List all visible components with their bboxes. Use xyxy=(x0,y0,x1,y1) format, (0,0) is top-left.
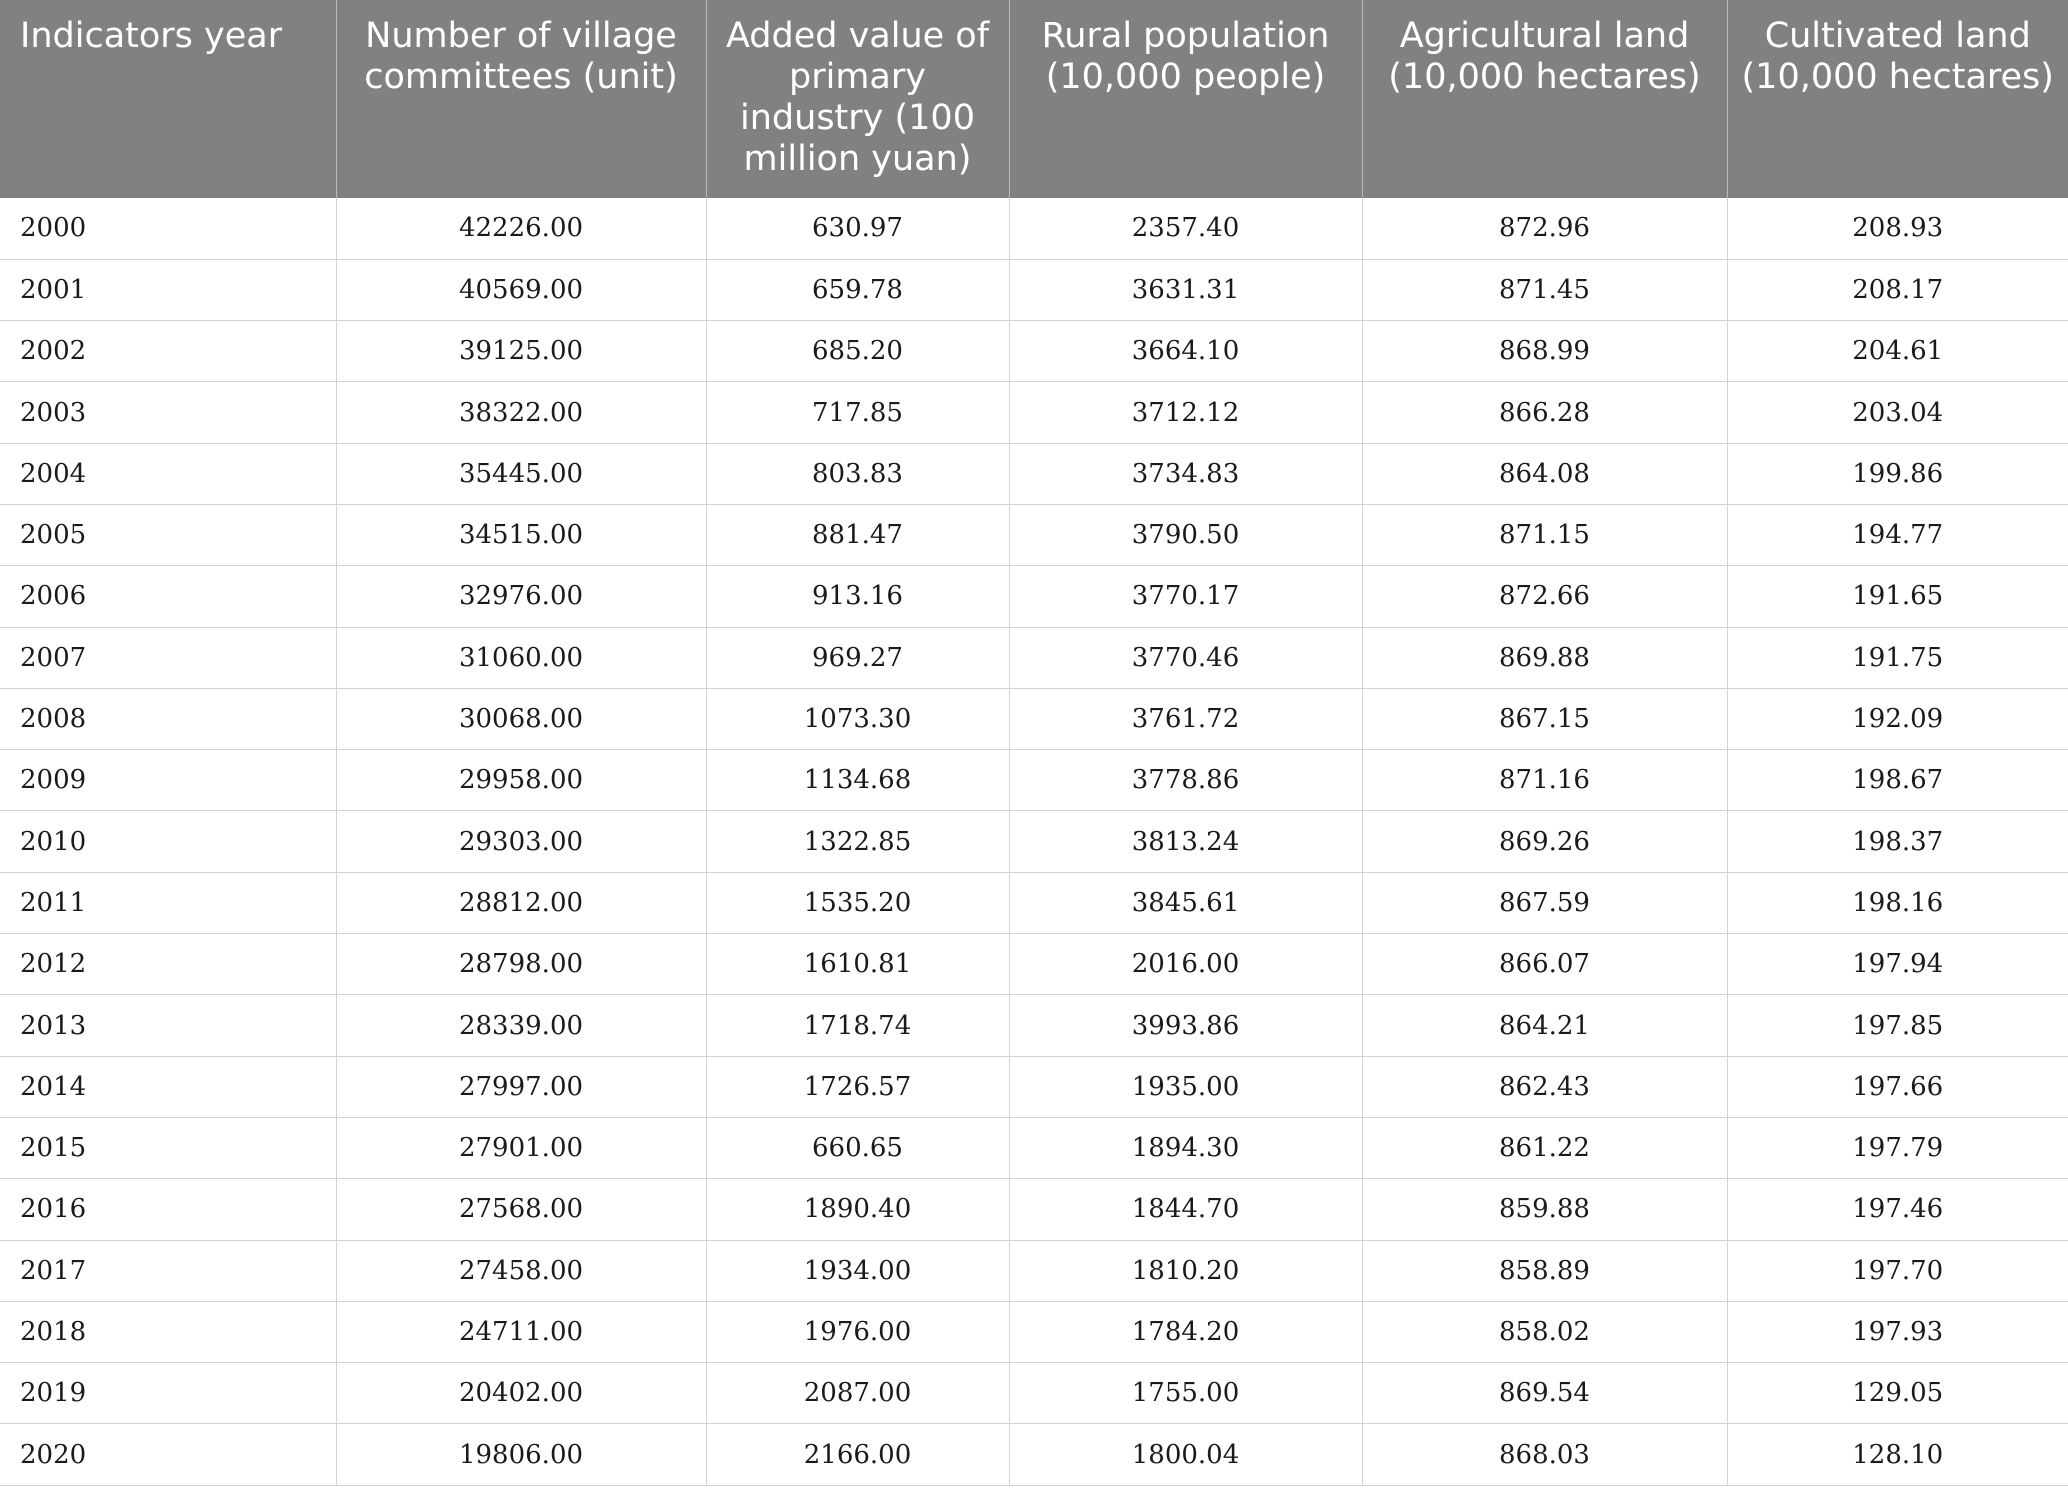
table-row xyxy=(0,688,2068,749)
table-row xyxy=(0,627,2068,688)
cell-cultivated-land: 208.93 xyxy=(1727,198,2068,259)
cell-year: 2007 xyxy=(0,627,336,688)
cell-rural-population: 3712.12 xyxy=(1009,382,1362,443)
cell-village-committees: 42226.00 xyxy=(336,198,706,259)
header-agricultural-land: Agricultural land (10,000 hectares) xyxy=(1362,0,1727,198)
cell-year: 2006 xyxy=(0,566,336,627)
cell-village-committees: 19806.00 xyxy=(336,1424,706,1485)
cell-agricultural-land: 871.45 xyxy=(1362,259,1727,320)
cell-primary-industry-value: 969.27 xyxy=(706,627,1009,688)
header-indicators-year: Indicators year xyxy=(0,0,336,198)
cell-primary-industry-value: 803.83 xyxy=(706,443,1009,504)
table-row xyxy=(0,995,2068,1056)
cell-year: 2004 xyxy=(0,443,336,504)
cell-agricultural-land: 869.26 xyxy=(1362,811,1727,872)
cell-cultivated-land: 191.75 xyxy=(1727,627,2068,688)
cell-rural-population: 3778.86 xyxy=(1009,750,1362,811)
cell-village-committees: 38322.00 xyxy=(336,382,706,443)
header-primary-industry-value: Added value of primary industry (100 million yuan) xyxy=(706,0,1009,198)
cell-cultivated-land: 203.04 xyxy=(1727,382,2068,443)
cell-agricultural-land: 866.28 xyxy=(1362,382,1727,443)
cell-primary-industry-value: 881.47 xyxy=(706,504,1009,565)
cell-agricultural-land: 869.54 xyxy=(1362,1363,1727,1424)
cell-primary-industry-value: 913.16 xyxy=(706,566,1009,627)
cell-rural-population: 1894.30 xyxy=(1009,1117,1362,1178)
cell-year: 2008 xyxy=(0,688,336,749)
cell-village-committees: 29958.00 xyxy=(336,750,706,811)
cell-primary-industry-value: 2087.00 xyxy=(706,1363,1009,1424)
cell-agricultural-land: 862.43 xyxy=(1362,1056,1727,1117)
cell-primary-industry-value: 1718.74 xyxy=(706,995,1009,1056)
cell-rural-population: 3790.50 xyxy=(1009,504,1362,565)
table-row xyxy=(0,259,2068,320)
cell-primary-industry-value: 1535.20 xyxy=(706,872,1009,933)
cell-year: 2000 xyxy=(0,198,336,259)
cell-village-committees: 27901.00 xyxy=(336,1117,706,1178)
cell-year: 2011 xyxy=(0,872,336,933)
cell-agricultural-land: 872.96 xyxy=(1362,198,1727,259)
cell-rural-population: 1810.20 xyxy=(1009,1240,1362,1301)
table-row xyxy=(0,443,2068,504)
table-row xyxy=(0,198,2068,259)
cell-rural-population: 3993.86 xyxy=(1009,995,1362,1056)
cell-primary-industry-value: 659.78 xyxy=(706,259,1009,320)
table-row xyxy=(0,1424,2068,1485)
cell-primary-industry-value: 1976.00 xyxy=(706,1301,1009,1362)
cell-year: 2009 xyxy=(0,750,336,811)
cell-agricultural-land: 864.08 xyxy=(1362,443,1727,504)
cell-agricultural-land: 867.15 xyxy=(1362,688,1727,749)
cell-primary-industry-value: 630.97 xyxy=(706,198,1009,259)
cell-agricultural-land: 867.59 xyxy=(1362,872,1727,933)
cell-cultivated-land: 197.70 xyxy=(1727,1240,2068,1301)
cell-rural-population: 2357.40 xyxy=(1009,198,1362,259)
cell-village-committees: 24711.00 xyxy=(336,1301,706,1362)
cell-rural-population: 3845.61 xyxy=(1009,872,1362,933)
cell-village-committees: 30068.00 xyxy=(336,688,706,749)
cell-rural-population: 1935.00 xyxy=(1009,1056,1362,1117)
cell-agricultural-land: 858.89 xyxy=(1362,1240,1727,1301)
cell-agricultural-land: 861.22 xyxy=(1362,1117,1727,1178)
cell-village-committees: 28798.00 xyxy=(336,934,706,995)
cell-rural-population: 3761.72 xyxy=(1009,688,1362,749)
table-row xyxy=(0,382,2068,443)
cell-cultivated-land: 197.46 xyxy=(1727,1179,2068,1240)
cell-village-committees: 29303.00 xyxy=(336,811,706,872)
cell-year: 2016 xyxy=(0,1179,336,1240)
cell-primary-industry-value: 1934.00 xyxy=(706,1240,1009,1301)
cell-year: 2005 xyxy=(0,504,336,565)
cell-year: 2018 xyxy=(0,1301,336,1362)
cell-year: 2013 xyxy=(0,995,336,1056)
cell-cultivated-land: 199.86 xyxy=(1727,443,2068,504)
cell-village-committees: 28339.00 xyxy=(336,995,706,1056)
cell-year: 2002 xyxy=(0,321,336,382)
cell-cultivated-land: 198.37 xyxy=(1727,811,2068,872)
cell-agricultural-land: 868.03 xyxy=(1362,1424,1727,1485)
cell-primary-industry-value: 1322.85 xyxy=(706,811,1009,872)
cell-village-committees: 27458.00 xyxy=(336,1240,706,1301)
cell-village-committees: 40569.00 xyxy=(336,259,706,320)
header-cultivated-land: Cultivated land (10,000 hectares) xyxy=(1727,0,2068,198)
cell-year: 2010 xyxy=(0,811,336,872)
cell-village-committees: 31060.00 xyxy=(336,627,706,688)
cell-agricultural-land: 866.07 xyxy=(1362,934,1727,995)
cell-cultivated-land: 194.77 xyxy=(1727,504,2068,565)
cell-rural-population: 3770.46 xyxy=(1009,627,1362,688)
table-row xyxy=(0,872,2068,933)
cell-agricultural-land: 859.88 xyxy=(1362,1179,1727,1240)
cell-year: 2019 xyxy=(0,1363,336,1424)
table-row xyxy=(0,504,2068,565)
header-village-committees: Number of village committees (unit) xyxy=(336,0,706,198)
cell-year: 2015 xyxy=(0,1117,336,1178)
cell-rural-population: 1844.70 xyxy=(1009,1179,1362,1240)
cell-primary-industry-value: 2166.00 xyxy=(706,1424,1009,1485)
table-row xyxy=(0,811,2068,872)
cell-cultivated-land: 197.85 xyxy=(1727,995,2068,1056)
cell-primary-industry-value: 660.65 xyxy=(706,1117,1009,1178)
cell-cultivated-land: 197.94 xyxy=(1727,934,2068,995)
cell-village-committees: 20402.00 xyxy=(336,1363,706,1424)
cell-cultivated-land: 208.17 xyxy=(1727,259,2068,320)
cell-cultivated-land: 128.10 xyxy=(1727,1424,2068,1485)
cell-cultivated-land: 129.05 xyxy=(1727,1363,2068,1424)
cell-primary-industry-value: 1726.57 xyxy=(706,1056,1009,1117)
cell-year: 2001 xyxy=(0,259,336,320)
cell-year: 2014 xyxy=(0,1056,336,1117)
cell-cultivated-land: 198.16 xyxy=(1727,872,2068,933)
cell-primary-industry-value: 1134.68 xyxy=(706,750,1009,811)
cell-rural-population: 3734.83 xyxy=(1009,443,1362,504)
cell-primary-industry-value: 1073.30 xyxy=(706,688,1009,749)
table-row xyxy=(0,1240,2068,1301)
cell-year: 2017 xyxy=(0,1240,336,1301)
cell-agricultural-land: 869.88 xyxy=(1362,627,1727,688)
cell-agricultural-land: 858.02 xyxy=(1362,1301,1727,1362)
cell-village-committees: 28812.00 xyxy=(336,872,706,933)
cell-agricultural-land: 872.66 xyxy=(1362,566,1727,627)
cell-agricultural-land: 871.15 xyxy=(1362,504,1727,565)
table-row xyxy=(0,934,2068,995)
cell-cultivated-land: 191.65 xyxy=(1727,566,2068,627)
cell-rural-population: 3664.10 xyxy=(1009,321,1362,382)
table-row xyxy=(0,1179,2068,1240)
cell-rural-population: 3631.31 xyxy=(1009,259,1362,320)
cell-rural-population: 3813.24 xyxy=(1009,811,1362,872)
header-rural-population: Rural population (10,000 people) xyxy=(1009,0,1362,198)
cell-village-committees: 27997.00 xyxy=(336,1056,706,1117)
cell-rural-population: 1784.20 xyxy=(1009,1301,1362,1362)
table-row xyxy=(0,1117,2068,1178)
cell-cultivated-land: 197.79 xyxy=(1727,1117,2068,1178)
table-row xyxy=(0,566,2068,627)
cell-cultivated-land: 197.66 xyxy=(1727,1056,2068,1117)
cell-village-committees: 27568.00 xyxy=(336,1179,706,1240)
cell-primary-industry-value: 1890.40 xyxy=(706,1179,1009,1240)
cell-agricultural-land: 864.21 xyxy=(1362,995,1727,1056)
table-row xyxy=(0,1056,2068,1117)
cell-rural-population: 2016.00 xyxy=(1009,934,1362,995)
table-header xyxy=(0,0,2068,198)
cell-village-committees: 35445.00 xyxy=(336,443,706,504)
table-body xyxy=(0,198,2068,1485)
cell-cultivated-land: 197.93 xyxy=(1727,1301,2068,1362)
cell-rural-population: 1755.00 xyxy=(1009,1363,1362,1424)
cell-cultivated-land: 204.61 xyxy=(1727,321,2068,382)
cell-year: 2003 xyxy=(0,382,336,443)
table-row xyxy=(0,750,2068,811)
cell-village-committees: 39125.00 xyxy=(336,321,706,382)
cell-cultivated-land: 192.09 xyxy=(1727,688,2068,749)
cell-year: 2020 xyxy=(0,1424,336,1485)
cell-rural-population: 3770.17 xyxy=(1009,566,1362,627)
cell-rural-population: 1800.04 xyxy=(1009,1424,1362,1485)
cell-primary-industry-value: 1610.81 xyxy=(706,934,1009,995)
cell-cultivated-land: 198.67 xyxy=(1727,750,2068,811)
cell-year: 2012 xyxy=(0,934,336,995)
table-row xyxy=(0,1301,2068,1362)
cell-village-committees: 34515.00 xyxy=(336,504,706,565)
cell-village-committees: 32976.00 xyxy=(336,566,706,627)
cell-agricultural-land: 868.99 xyxy=(1362,321,1727,382)
cell-agricultural-land: 871.16 xyxy=(1362,750,1727,811)
cell-primary-industry-value: 685.20 xyxy=(706,321,1009,382)
table-row xyxy=(0,321,2068,382)
table-row xyxy=(0,1363,2068,1424)
cell-primary-industry-value: 717.85 xyxy=(706,382,1009,443)
header-row xyxy=(0,0,2068,198)
